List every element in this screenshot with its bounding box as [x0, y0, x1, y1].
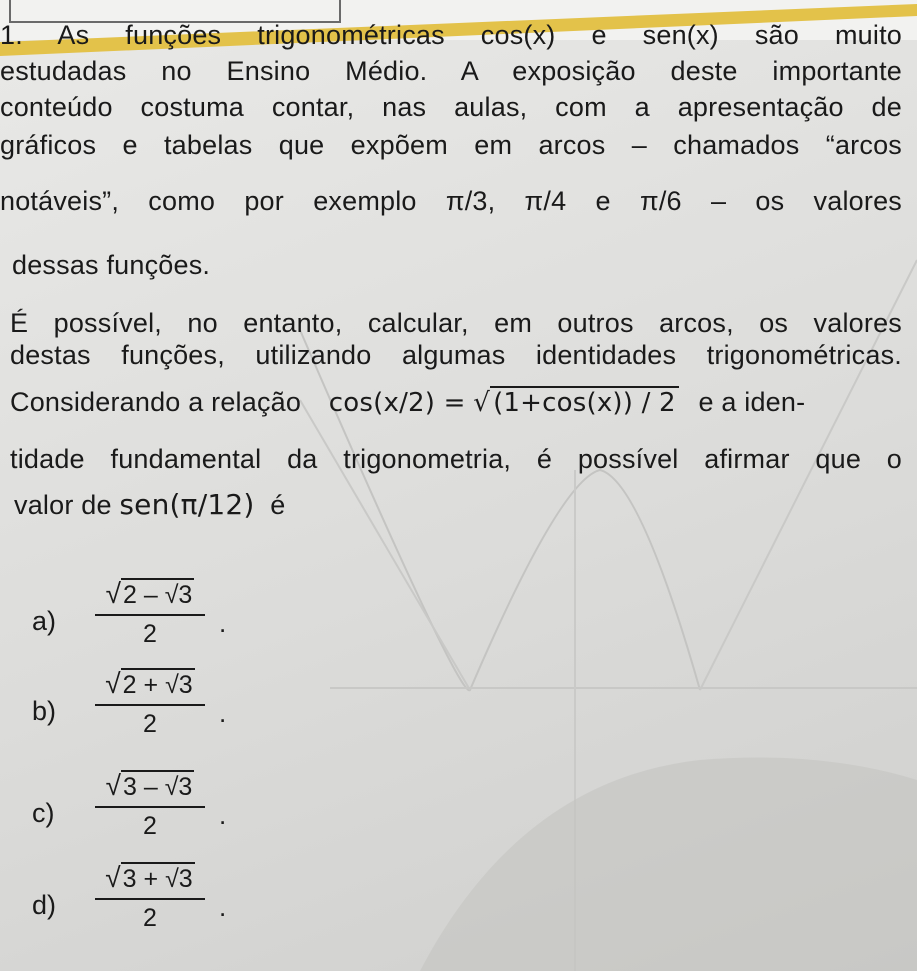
- target-expression: sen(π/12): [119, 488, 255, 521]
- option-fraction: [80, 668, 220, 739]
- option-letter: c): [32, 798, 55, 828]
- sqrt-sign: √: [105, 770, 122, 801]
- option-denominator: 2: [143, 904, 157, 932]
- option-period: .: [219, 800, 227, 830]
- relation-line: [10, 386, 912, 418]
- target-suffix: é: [270, 490, 286, 520]
- sqrt-sign: √: [473, 388, 491, 418]
- option-fraction: [80, 862, 220, 933]
- question-line-2: estudadas no Ensino Médio. A exposição deste importante: [0, 56, 902, 86]
- option-period: .: [219, 892, 227, 922]
- option-numerator: 2 – √3: [121, 578, 194, 609]
- question-line-7: É possível, no entanto, calcular, em outros arcos, os valores: [10, 308, 902, 338]
- relation-continuation: e a iden-: [698, 387, 806, 417]
- option-letter: b): [32, 696, 57, 726]
- valor-de-label: valor de: [14, 490, 112, 520]
- option-letter: d): [32, 890, 57, 920]
- question-line-6: dessas funções.: [12, 250, 211, 280]
- option-period: .: [219, 698, 227, 728]
- option-letter: a): [32, 606, 57, 636]
- option-numerator: 3 – √3: [121, 770, 194, 801]
- question-line-4: gráficos e tabelas que expõem em arcos – chamados “arcos: [0, 130, 902, 160]
- target-line: [14, 488, 916, 521]
- relation-radicand: (1+cos(x)) / 2: [490, 386, 679, 416]
- question-line-5: notáveis”, como por exemplo π/3, π/4 e π/6 – os valores: [0, 186, 902, 216]
- option-denominator: 2: [143, 710, 157, 738]
- relation-intro: Considerando a relação: [10, 387, 302, 417]
- option-denominator: 2: [143, 812, 157, 840]
- question-line-10: tidade fundamental da trigonometria, é possível afirmar que o: [10, 444, 902, 474]
- option-fraction: [80, 578, 220, 649]
- option-fraction: [80, 770, 220, 841]
- sqrt-sign: √: [105, 862, 121, 893]
- relation-lhs: cos(x/2) =: [328, 388, 466, 418]
- option-denominator: 2: [143, 620, 157, 648]
- question-line-8: destas funções, utilizando algumas identidades trigonométricas.: [10, 340, 902, 370]
- option-period: .: [219, 608, 227, 638]
- question-line-1: 1. As funções trigonométricas cos(x) e sen(x) são muito: [0, 20, 902, 50]
- sqrt-sign: √: [105, 668, 121, 699]
- option-numerator: 2 + √3: [121, 668, 195, 699]
- option-numerator: 3 + √3: [121, 862, 195, 893]
- question-line-3: conteúdo costuma contar, nas aulas, com a apresentação de: [0, 92, 902, 122]
- sqrt-sign: √: [105, 578, 122, 609]
